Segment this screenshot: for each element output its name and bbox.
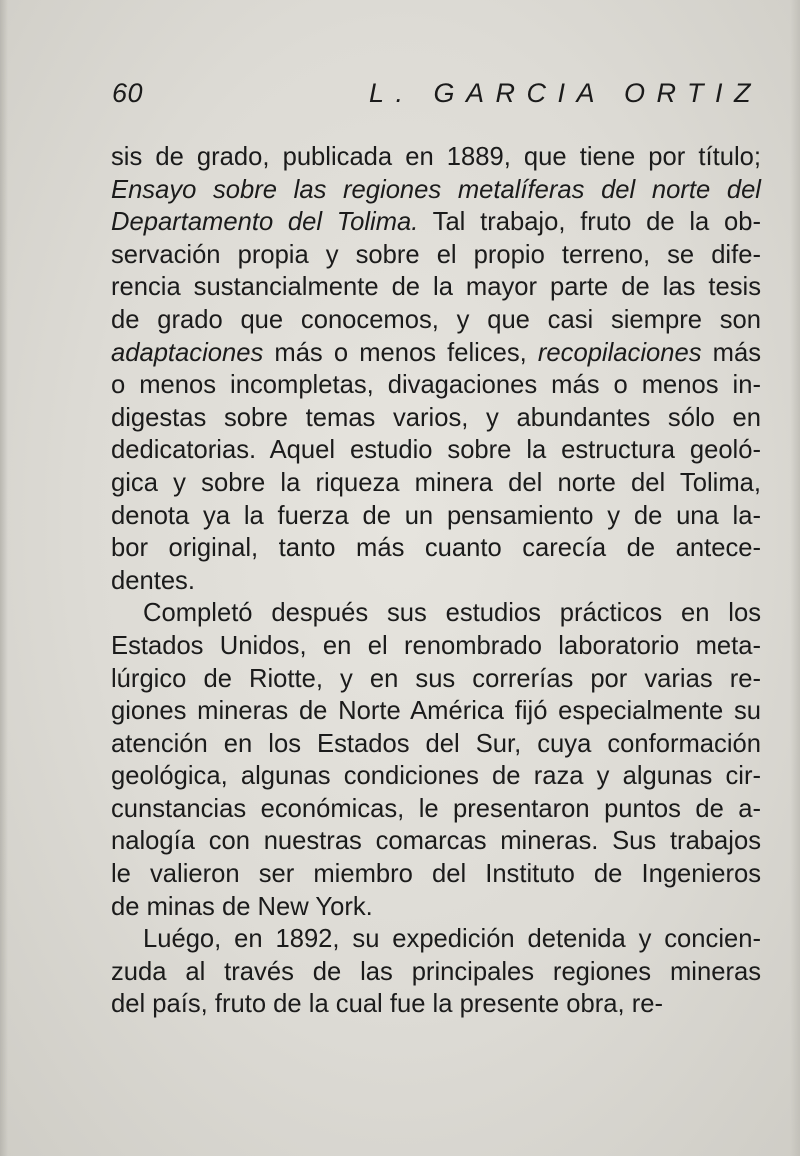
text-span: o menos incompletas, divagaciones más o menos in- — [111, 371, 761, 400]
text-span: sis de grado, publicada en 1889, que tiene por título; — [111, 143, 761, 171]
page-header — [112, 78, 762, 118]
text-span: Estados Unidos, en el renombrado laboratorio meta- — [111, 631, 761, 660]
text-line — [111, 597, 761, 630]
running-head: L. GARCIA ORTIZ — [368, 78, 762, 108]
text-span: Tal trabajo, fruto de la ob- — [418, 208, 761, 237]
text-span: atención en los Estados del Sur, cuya conformación — [111, 729, 761, 758]
page-edge-right — [790, 0, 800, 1156]
text-line — [111, 663, 761, 696]
text-line — [111, 402, 761, 435]
paragraph — [111, 141, 761, 597]
text-span: de grado que conocemos, y que casi siempre son — [111, 305, 761, 334]
italic-text: recopilaciones — [537, 338, 702, 367]
text-span: de minas de New York. — [111, 892, 373, 921]
text-span: Luégo, en 1892, su expedición detenida y concien- — [143, 925, 761, 954]
paragraph — [111, 923, 761, 1021]
text-span: dentes. — [111, 566, 195, 595]
text-span: giones mineras de Norte América fijó especialmente su — [111, 697, 761, 726]
text-line — [111, 956, 761, 989]
italic-text: Ensayo sobre las regiones metalíferas del norte del — [111, 175, 761, 204]
text-span: más — [701, 338, 761, 367]
text-line — [111, 565, 761, 598]
paragraph — [111, 597, 761, 923]
text-span: bor original, tanto más cuanto carecía de antece- — [111, 534, 761, 563]
text-span: rencia sustancialmente de la mayor parte de las tesis — [111, 273, 761, 302]
text-span: servación propia y sobre el propio terreno, se dife- — [111, 240, 761, 269]
text-line — [111, 630, 761, 663]
text-line — [111, 337, 761, 370]
italic-text: Departamento del Tolima. — [111, 208, 419, 237]
text-span: nalogía con nuestras comarcas mineras. Sus trabajos — [111, 827, 761, 856]
text-span: del país, fruto de la cual fue la presente obra, re- — [111, 990, 664, 1019]
text-line — [111, 174, 761, 207]
text-span: dedicatorias. Aquel estudio sobre la estructura geoló- — [111, 436, 761, 465]
text-line — [111, 239, 761, 272]
text-line — [111, 695, 761, 728]
italic-text: adaptaciones — [111, 338, 264, 367]
text-line — [111, 825, 761, 858]
text-span: digestas sobre temas varios, y abundantes sólo en — [111, 403, 761, 432]
text-line — [111, 141, 761, 174]
text-span: zuda al través de las principales regiones mineras — [111, 957, 761, 986]
text-line — [111, 369, 761, 402]
text-line — [111, 760, 761, 793]
text-span: geológica, algunas condiciones de raza y algunas cir- — [111, 762, 761, 791]
text-span: denota ya la fuerza de un pensamiento y de una la- — [111, 501, 761, 530]
text-line — [111, 891, 761, 924]
page-number: 60 — [112, 78, 144, 108]
text-line — [111, 304, 761, 337]
text-span: cunstancias económicas, le presentaron puntos de a- — [111, 794, 761, 823]
page-edge-left — [0, 0, 8, 1156]
text-line — [111, 206, 761, 239]
text-span: más o menos felices, — [263, 338, 538, 367]
text-line — [111, 858, 761, 891]
text-line — [111, 500, 761, 533]
text-span: le valieron ser miembro del Instituto de Ingenieros — [111, 860, 761, 889]
text-line — [111, 434, 761, 467]
text-line — [111, 923, 761, 956]
text-line — [111, 271, 761, 304]
text-span: gica y sobre la riqueza minera del norte del Tolima, — [111, 468, 761, 497]
text-line — [111, 532, 761, 565]
text-line — [111, 728, 761, 761]
text-line — [111, 988, 761, 1021]
text-span: Completó después sus estudios prácticos en los — [143, 599, 761, 628]
body-text — [111, 141, 761, 1021]
text-line — [111, 793, 761, 826]
text-line — [111, 467, 761, 500]
text-span: lúrgico de Riotte, y en sus correrías por varias re- — [111, 664, 761, 693]
